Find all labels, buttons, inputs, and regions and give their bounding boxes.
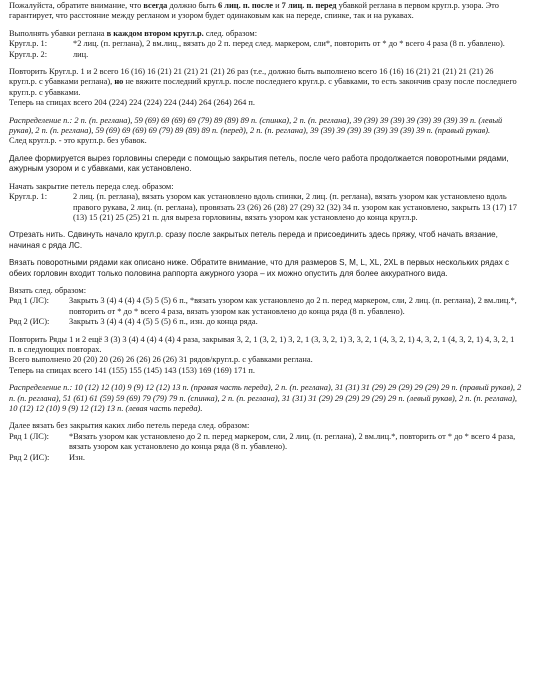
round-row — [9, 50, 522, 60]
repeat-text — [9, 67, 522, 98]
row-label: Ряд 1 (ЛС): — [9, 296, 49, 306]
row-instruction-row — [9, 432, 522, 453]
intro-bold: всегда — [143, 1, 168, 10]
decrease-intro — [9, 29, 522, 39]
rows-intro: Далее вязать без закрытия каких либо петель переда след. образом: — [9, 421, 250, 431]
round-instruction: *2 лиц. (п. реглана), 2 вм.лиц., вязать до 2 п. перед след. маркером, сли*, повторить от * до * всего 4 раза (8 п. убавлено). — [73, 39, 505, 49]
repeat-bold: но — [114, 77, 124, 87]
cut-yarn-note: Отрезать нить. Сдвинуть начало кругл.р. сразу после закрытых петель переда и присоединить здесь пряжу, чтоб начать вязание, начиная с ряда ЛС. — [9, 230, 498, 250]
round-label: Кругл.р. 2: — [9, 49, 48, 59]
bindoff-intro: Начать закрытие петель переда след. образом: — [9, 181, 174, 191]
row-label: Ряд 2 (ИС): — [9, 452, 50, 462]
decrease-text: Выполнять убавки реглана — [9, 28, 107, 38]
repeat-rows-section — [9, 335, 522, 377]
rows-intro: Вязать след. образом: — [9, 285, 87, 295]
round-row — [9, 192, 522, 223]
bindoff-section — [9, 182, 522, 224]
intro-text: Пожалуйста, обратите внимание, что — [9, 1, 144, 10]
intro-text: и — [272, 1, 282, 10]
turning-rows-note: Вязать поворотными рядами как описано ниже. Обратите внимание, что для размеров S, M, L, XL, 2XL в первых нескольких рядах с обеих горловин входит только половина раппорта ажурного узора – их можно опустить для более аккуратного вида. — [9, 258, 510, 278]
row-instruction: Закрыть 3 (4) 4 (4) 4 (5) 5 (5) 6 п., *вязать узором как установлено до 2 п. перед маркером, сли, 2 лиц. (п. реглана), 2 вм.лиц.*, повторить от * до * всего 4 раза, вязать узором как установлено до конца ряда (8 п. убавлено). — [69, 296, 517, 316]
stitch-total: Теперь на спицах всего 204 (224) 224 (224) 224 (244) 264 (264) 264 п. — [9, 98, 256, 108]
stitch-distribution: Распределение п.: 2 п. (п. реглана), 59 (69) 69 (69) 69 (79) 89 (89) 89 п. (спинка), 2 п. (п. реглана), 39 (39) 39 (39) 39 (39) 39 (39) 39 п. (левый рукав), 2 п. (п. реглана), 59 (69) 69 (69) 69 (79) 89 (89) 89 п. (перед), 2 п. (п. реглана), 39 (39) 39 (39) 39 (39) 39 (39) 39 п. (правый рукав). — [9, 115, 503, 136]
intro-text: должно быть — [167, 1, 218, 10]
round-row — [9, 39, 522, 49]
row-instruction: *Вязать узором как установлено до 2 п. перед маркером, сли, 2 лиц. (п. реглана), 2 вм.лиц.*, повторить от * до * всего 4 раза, вязать узором как установлено до конца ряда (8 п. убавлено). — [69, 431, 516, 452]
rows-total: Всего выполнено 20 (20) 20 (26) 26 (26) 26 (26) 31 рядов/кругл.р. с убавками реглана. — [9, 355, 313, 365]
row-instruction-row — [9, 453, 522, 463]
intro-bold: 6 лиц. п. после — [218, 1, 273, 10]
round-instruction: 2 лиц. (п. реглана), вязать узором как установлено вдоль спинки, 2 лиц. (п. реглана), вязать узором как установлено вдоль правого рукава, 2 лиц. (п. реглана), провязать 23 (26) 26 (28) 27 (29) 32 (32) 34 п. узором как установлено, закрыть 13 (17) 17 (13) 15 (21) 25 (25) 21 п. для выреза горловины, вязать узором как установлено до конца кругл.р. — [73, 192, 517, 222]
intro-bold: 7 лиц. п. перед — [281, 1, 337, 10]
row-instruction-row — [9, 296, 522, 317]
stitch-distribution: Распределение п.: 10 (12) 12 (10) 9 (9) 12 (12) 13 п. (правая часть переда), 2 п. (п. реглана), 31 (31) 31 (29) 29 (29) 29 (29) 29 п. (правый рукав), 2 п. (п. реглана), 51 (61) 61 (59) 59 (69) 79 (79) 79 п. (спинка), 2 п. (п. реглана), 31 (31) 31 (29) 29 (29) 29 (29) 29 п. (левый рукав), 2 п. (п. реглана), 10 (12) 12 (10) 9 (9) 12 (12) 13 п. (левая часть переда). — [9, 383, 522, 413]
row-instruction-row — [9, 317, 522, 327]
next-round-note: След кругл.р. - это кругл.р. без убавок. — [9, 136, 147, 146]
repeat-span: не вяжите последний кругл.р. после последнего кругл.р. с убавками, то есть закончив сразу после последнего кругл.р. с убавками. — [9, 77, 517, 97]
row-label: Ряд 2 (ИС): — [9, 317, 50, 327]
neckline-note: Далее формируется вырез горловины спереди с помощью закрытия петель, после чего работа продолжается поворотными рядами, ажурным узором и с убавками, как установлено. — [9, 153, 509, 174]
repeat-rows-text: Повторить Ряды 1 и 2 ещё 3 (3) 3 (4) 4 (4) 4 (4) 4 раза, закрывая 3, 2, 1 (3, 2, 1) 3, 2, 1 (3, 3, 2, 1) 3, 3, 2, 1 (4, 3, 2, 1) 4, 3, 2, 1 (4, 3, 2, 1) 4, 3, 2, 1 п. в следующих повторах. — [9, 334, 515, 354]
rows-section — [9, 286, 522, 328]
decrease-section — [9, 29, 522, 60]
repeat-span: Повторить Кругл.р. 1 и 2 всего 16 (16) 16 (21) 21 (21) 21 (21) 26 раз (т.е., должно быть выполнено всего 16 (16) 16 (21) 21 (21) 21 (21) 26 кругл.р. с убавками реглана), — [9, 67, 494, 87]
round-instruction: лиц. — [73, 49, 89, 59]
round-label: Кругл.р. 1: — [9, 192, 48, 202]
row-instruction: Изн. — [69, 452, 85, 462]
intro-paragraph — [9, 1, 522, 22]
decrease-bold: в каждом втором кругл.р. — [106, 28, 204, 38]
decrease-text: след. образом: — [203, 28, 258, 38]
row-instruction: Закрыть 3 (4) 4 (4) 4 (5) 5 (5) 6 п., изн. до конца ряда. — [69, 317, 258, 327]
intro-text: убавкой реглана в первом кругл.р. узора. Это гарантирует, что расстояние между регланом и узором будет одинаковым как на переде, спинке, так и на рукавах. — [9, 1, 499, 21]
rows-section-2 — [9, 421, 522, 463]
round-label: Кругл.р. 1: — [9, 39, 48, 49]
distribution-section — [9, 116, 522, 147]
stitch-total: Теперь на спицах всего 141 (155) 155 (145) 143 (153) 169 (169) 171 п. — [9, 365, 256, 375]
repeat-section — [9, 67, 522, 109]
row-label: Ряд 1 (ЛС): — [9, 431, 49, 441]
